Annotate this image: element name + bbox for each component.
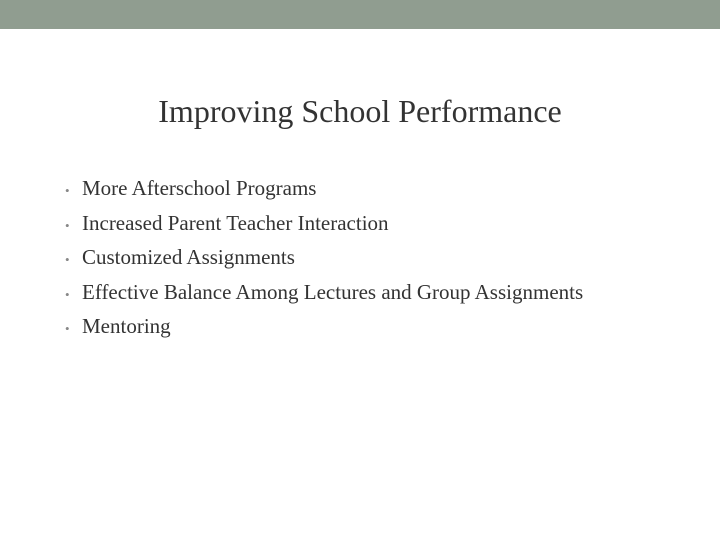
bullet-item (65, 280, 583, 315)
bullet-list (65, 176, 583, 349)
bullet-dot-icon: • (65, 183, 70, 198)
bullet-item (65, 314, 583, 349)
bullet-text: Mentoring (82, 314, 171, 338)
bullet-dot-icon: • (65, 217, 70, 233)
header-band (0, 0, 720, 29)
bullet-item (65, 245, 583, 280)
bullet-text: Customized Assignments (82, 245, 295, 269)
bullet-dot-icon: • (65, 252, 70, 267)
bullet-dot-icon: • (65, 321, 70, 336)
bullet-text: More Afterschool Programs (82, 176, 317, 200)
slide-title: Improving School Performance (158, 93, 562, 129)
bullet-dot-icon: • (65, 286, 70, 302)
bullet-text: Increased Parent Teacher Interaction (82, 210, 389, 235)
bullet-item (65, 176, 583, 211)
bullet-item (65, 211, 583, 246)
bullet-text: Effective Balance Among Lectures and Group Assignments (82, 279, 584, 304)
